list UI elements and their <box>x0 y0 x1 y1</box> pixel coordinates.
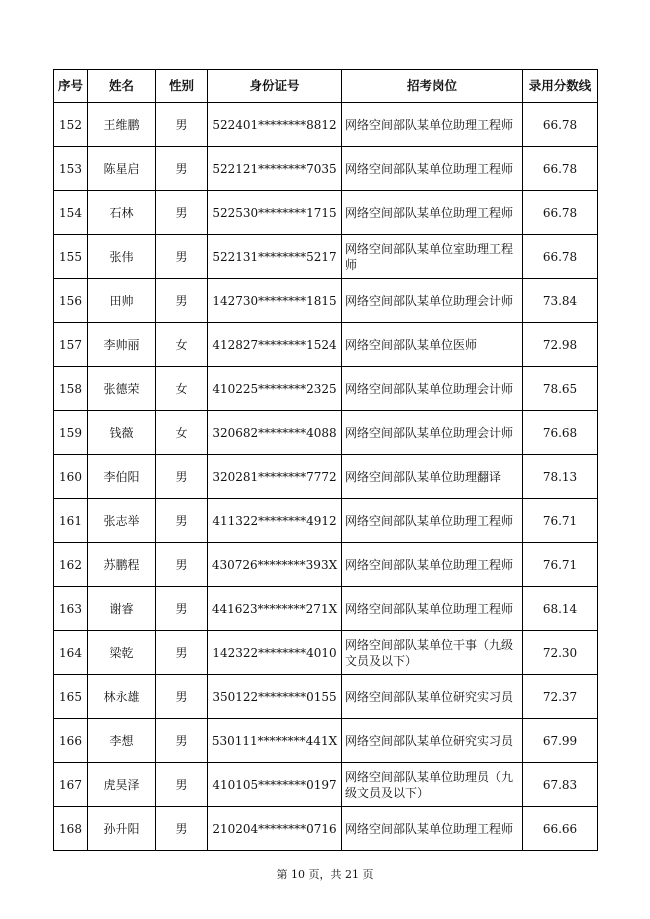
cell-score: 68.14 <box>523 587 598 631</box>
cell-score: 72.98 <box>523 323 598 367</box>
table-row <box>54 631 598 675</box>
cell-position: 网络空间部队某单位研究实习员 <box>342 719 523 763</box>
cell-name: 李伯阳 <box>88 455 156 499</box>
cell-id-number: 412827********1524 <box>208 323 342 367</box>
cell-gender: 男 <box>156 587 208 631</box>
cell-seq: 163 <box>54 587 88 631</box>
cell-score: 72.30 <box>523 631 598 675</box>
cell-name: 王维鹏 <box>88 103 156 147</box>
cell-position: 网络空间部队某单位助理工程师 <box>342 499 523 543</box>
cell-id-number: 142730********1815 <box>208 279 342 323</box>
table-row <box>54 103 598 147</box>
cell-score: 76.68 <box>523 411 598 455</box>
cell-seq: 156 <box>54 279 88 323</box>
cell-name: 钱薇 <box>88 411 156 455</box>
cell-name: 苏鹏程 <box>88 543 156 587</box>
header-row <box>54 70 598 103</box>
cell-score: 66.66 <box>523 807 598 851</box>
table-row <box>54 763 598 807</box>
table-row <box>54 499 598 543</box>
cell-score: 76.71 <box>523 499 598 543</box>
cell-position: 网络空间部队某单位助理会计师 <box>342 279 523 323</box>
cell-position: 网络空间部队某单位干事（九级文员及以下） <box>342 631 523 675</box>
table-row <box>54 719 598 763</box>
cell-gender: 男 <box>156 763 208 807</box>
cell-gender: 男 <box>156 543 208 587</box>
table-body <box>54 103 598 851</box>
cell-score: 67.83 <box>523 763 598 807</box>
cell-gender: 女 <box>156 411 208 455</box>
cell-score: 73.84 <box>523 279 598 323</box>
cell-gender: 男 <box>156 499 208 543</box>
cell-id-number: 522530********1715 <box>208 191 342 235</box>
cell-seq: 161 <box>54 499 88 543</box>
cell-score: 67.99 <box>523 719 598 763</box>
cell-seq: 167 <box>54 763 88 807</box>
table-row <box>54 543 598 587</box>
cell-seq: 153 <box>54 147 88 191</box>
cell-gender: 男 <box>156 631 208 675</box>
cell-name: 孙升阳 <box>88 807 156 851</box>
cell-score: 72.37 <box>523 675 598 719</box>
cell-seq: 158 <box>54 367 88 411</box>
cell-position: 网络空间部队某单位助理工程师 <box>342 147 523 191</box>
cell-id-number: 210204********0716 <box>208 807 342 851</box>
cell-name: 张德荣 <box>88 367 156 411</box>
page-footer: 第 10 页，共 21 页 <box>276 868 374 881</box>
cell-gender: 男 <box>156 675 208 719</box>
cell-seq: 157 <box>54 323 88 367</box>
table-header <box>54 70 598 103</box>
cell-gender: 女 <box>156 367 208 411</box>
cell-name: 张志举 <box>88 499 156 543</box>
cell-score: 78.65 <box>523 367 598 411</box>
cell-name: 梁乾 <box>88 631 156 675</box>
table-row <box>54 367 598 411</box>
cell-name: 陈星启 <box>88 147 156 191</box>
cell-id-number: 320281********7772 <box>208 455 342 499</box>
cell-seq: 162 <box>54 543 88 587</box>
cell-seq: 159 <box>54 411 88 455</box>
cell-id-number: 410105********0197 <box>208 763 342 807</box>
cell-score: 66.78 <box>523 235 598 279</box>
cell-gender: 女 <box>156 323 208 367</box>
cell-name: 张伟 <box>88 235 156 279</box>
cell-id-number: 350122********0155 <box>208 675 342 719</box>
cell-score: 76.71 <box>523 543 598 587</box>
cell-id-number: 430726********393X <box>208 543 342 587</box>
header-name: 姓名 <box>88 70 156 103</box>
cell-gender: 男 <box>156 191 208 235</box>
header-position: 招考岗位 <box>342 70 523 103</box>
cell-seq: 165 <box>54 675 88 719</box>
cell-gender: 男 <box>156 455 208 499</box>
cell-seq: 154 <box>54 191 88 235</box>
cell-name: 石林 <box>88 191 156 235</box>
cell-seq: 164 <box>54 631 88 675</box>
header-score: 录用分数线 <box>523 70 598 103</box>
cell-id-number: 530111********441X <box>208 719 342 763</box>
cell-name: 谢睿 <box>88 587 156 631</box>
table-row <box>54 235 598 279</box>
table-row <box>54 411 598 455</box>
cell-seq: 152 <box>54 103 88 147</box>
cell-id-number: 142322********4010 <box>208 631 342 675</box>
cell-gender: 男 <box>156 719 208 763</box>
cell-position: 网络空间部队某单位助理会计师 <box>342 367 523 411</box>
cell-score: 66.78 <box>523 103 598 147</box>
cell-gender: 男 <box>156 147 208 191</box>
table-row <box>54 147 598 191</box>
table-row <box>54 587 598 631</box>
cell-name: 李帅丽 <box>88 323 156 367</box>
table-row <box>54 675 598 719</box>
cell-position: 网络空间部队某单位助理工程师 <box>342 191 523 235</box>
table-row <box>54 279 598 323</box>
cell-id-number: 410225********2325 <box>208 367 342 411</box>
cell-name: 林永雄 <box>88 675 156 719</box>
cell-position: 网络空间部队某单位研究实习员 <box>342 675 523 719</box>
cell-score: 78.13 <box>523 455 598 499</box>
cell-position: 网络空间部队某单位助理工程师 <box>342 587 523 631</box>
table-row <box>54 323 598 367</box>
cell-gender: 男 <box>156 235 208 279</box>
cell-position: 网络空间部队某单位助理员（九级文员及以下） <box>342 763 523 807</box>
table-row <box>54 455 598 499</box>
cell-position: 网络空间部队某单位助理翻译 <box>342 455 523 499</box>
table-row <box>54 191 598 235</box>
header-gender: 性别 <box>156 70 208 103</box>
cell-name: 田帅 <box>88 279 156 323</box>
cell-id-number: 522131********5217 <box>208 235 342 279</box>
table-row <box>54 807 598 851</box>
header-seq: 序号 <box>54 70 88 103</box>
cell-id-number: 320682********4088 <box>208 411 342 455</box>
cell-seq: 166 <box>54 719 88 763</box>
cell-seq: 168 <box>54 807 88 851</box>
cell-seq: 160 <box>54 455 88 499</box>
cell-id-number: 522401********8812 <box>208 103 342 147</box>
cell-id-number: 522121********7035 <box>208 147 342 191</box>
cell-score: 66.78 <box>523 191 598 235</box>
cell-position: 网络空间部队某单位助理工程师 <box>342 103 523 147</box>
header-id-number: 身份证号 <box>208 70 342 103</box>
cell-seq: 155 <box>54 235 88 279</box>
cell-gender: 男 <box>156 279 208 323</box>
cell-position: 网络空间部队某单位助理工程师 <box>342 543 523 587</box>
cell-position: 网络空间部队某单位助理工程师 <box>342 807 523 851</box>
cell-name: 虎昊泽 <box>88 763 156 807</box>
roster-table <box>53 69 598 851</box>
cell-name: 李想 <box>88 719 156 763</box>
cell-id-number: 411322********4912 <box>208 499 342 543</box>
cell-position: 网络空间部队某单位室助理工程师 <box>342 235 523 279</box>
cell-gender: 男 <box>156 807 208 851</box>
cell-position: 网络空间部队某单位医师 <box>342 323 523 367</box>
cell-gender: 男 <box>156 103 208 147</box>
cell-id-number: 441623********271X <box>208 587 342 631</box>
cell-position: 网络空间部队某单位助理会计师 <box>342 411 523 455</box>
cell-score: 66.78 <box>523 147 598 191</box>
